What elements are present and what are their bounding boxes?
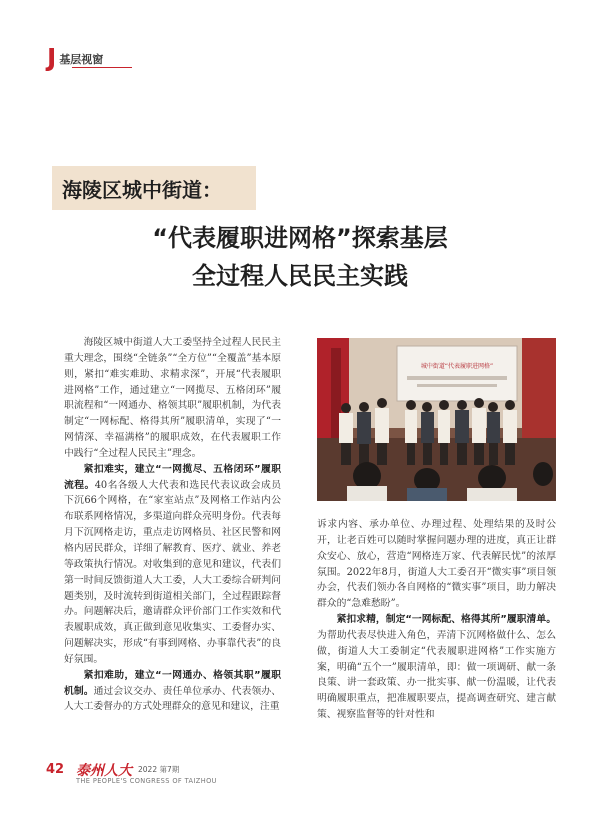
- right-column: [317, 517, 556, 747]
- paragraph: 紧扣求精，制定“一网标配、格得其所”履职清单。为帮助代表尽快进入角色，弄清下沉网格做什么、怎么做，街道人大工委制定“代表履职进网格”工作实施方案，明确“五个一”履职清单，即：做一项调研、献一条良策、讲一套政策、办一批实事、献一份温暖，让代表明确履职重点，把准履职要点，提高调查研究、建言献策、视察监督等的针对性和: [317, 614, 556, 721]
- magazine-name: 泰州人大: [76, 763, 132, 779]
- left-column: [64, 335, 281, 739]
- paragraph-lead: 紧扣难助，建立“一网通办、格领其职”履职机制。: [64, 669, 281, 697]
- paragraph-lead: 紧扣难实，建立“一网揽尽、五格闭环”履职流程。: [64, 463, 281, 491]
- article-subtitle: 海陵区城中街道：: [62, 177, 222, 202]
- title-line-2: 全过程人民民主实践: [192, 262, 408, 290]
- section-logo: J: [47, 43, 57, 72]
- paragraph: 海陵区城中街道人大工委坚持全过程人民民主重大理念，围绕“全链条”“全方位”“全覆盖”基本原则，紧扣“难实难助、求精求深”，开展“代表履职进网格”工作，通过建立“一网揽尽、五格闭环”履职流程和“一网通办、格领其职”履职机制，为代表制定“一网标配、格得其所”履职清单，实现了“一网情深、幸福满格”的履职成效，在代表履职工作中践行“全过程人民民主”理念。: [64, 337, 281, 459]
- meeting-photo-illustration: [317, 338, 556, 501]
- paragraph: 诉求内容、承办单位、办理过程、处理结果的及时公开，让老百姓可以随时掌握问题办理的进度，真正让群众安心、放心，营造“网格连万家、代表解民忧”的浓厚氛围。2022年8月，街道人大工委召开“微实事”项目领办会，代表们领办各自网格的“微实事”项目，助力解决群众的“急难愁盼”。: [317, 519, 556, 610]
- section-label: 基层视窗: [59, 53, 104, 66]
- screen-text: 城中街道“代表履职进网格”: [420, 363, 494, 370]
- magazine-name-en: THE PEOPLE'S CONGRESS OF TAIZHOU: [76, 777, 217, 785]
- paragraph: 紧扣难实，建立“一网揽尽、五格闭环”履职流程。40名各级人大代表和选民代表议政会成员下沉66个网格，在“家室站点”及网格工作站内公布联系网格情况，多渠道向群众亮明身份。代表每月下沉网格走访，重点走访网格员、社区民警和网格内居民群众，详细了解教育、医疗、就业、养老等政策执行情况。对收集到的意见和建议，代表们第一时间反馈街道人大工委，人大工委综合研判问题类别，及时流转到街道相关部门，全过程跟踪督办。问题解决后，邀请群众评价部门工作实效和代表履职成效，真正做到意见收集实、工委督办实、问题解决实，形成“有事到网格、办事靠代表”的良好氛围。: [64, 463, 281, 665]
- meeting-photo: [317, 338, 556, 501]
- article-title: [60, 219, 540, 295]
- issue-label: 2022 第7期: [138, 765, 180, 774]
- page-number: 42: [46, 762, 65, 777]
- section-divider: [72, 67, 132, 68]
- paragraph: 紧扣难助，建立“一网通办、格领其职”履职机制。通过会议交办、责任单位承办、代表领办、人大工委督办的方式处理群众的意见和建议，注重: [64, 669, 281, 713]
- page-footer: [46, 760, 566, 788]
- title-line-1: “代表履职进网格”探索基层: [152, 224, 448, 252]
- subtitle-box: [52, 166, 256, 210]
- paragraph-lead: 紧扣求精，制定“一网标配、格得其所”履职清单。: [336, 614, 556, 626]
